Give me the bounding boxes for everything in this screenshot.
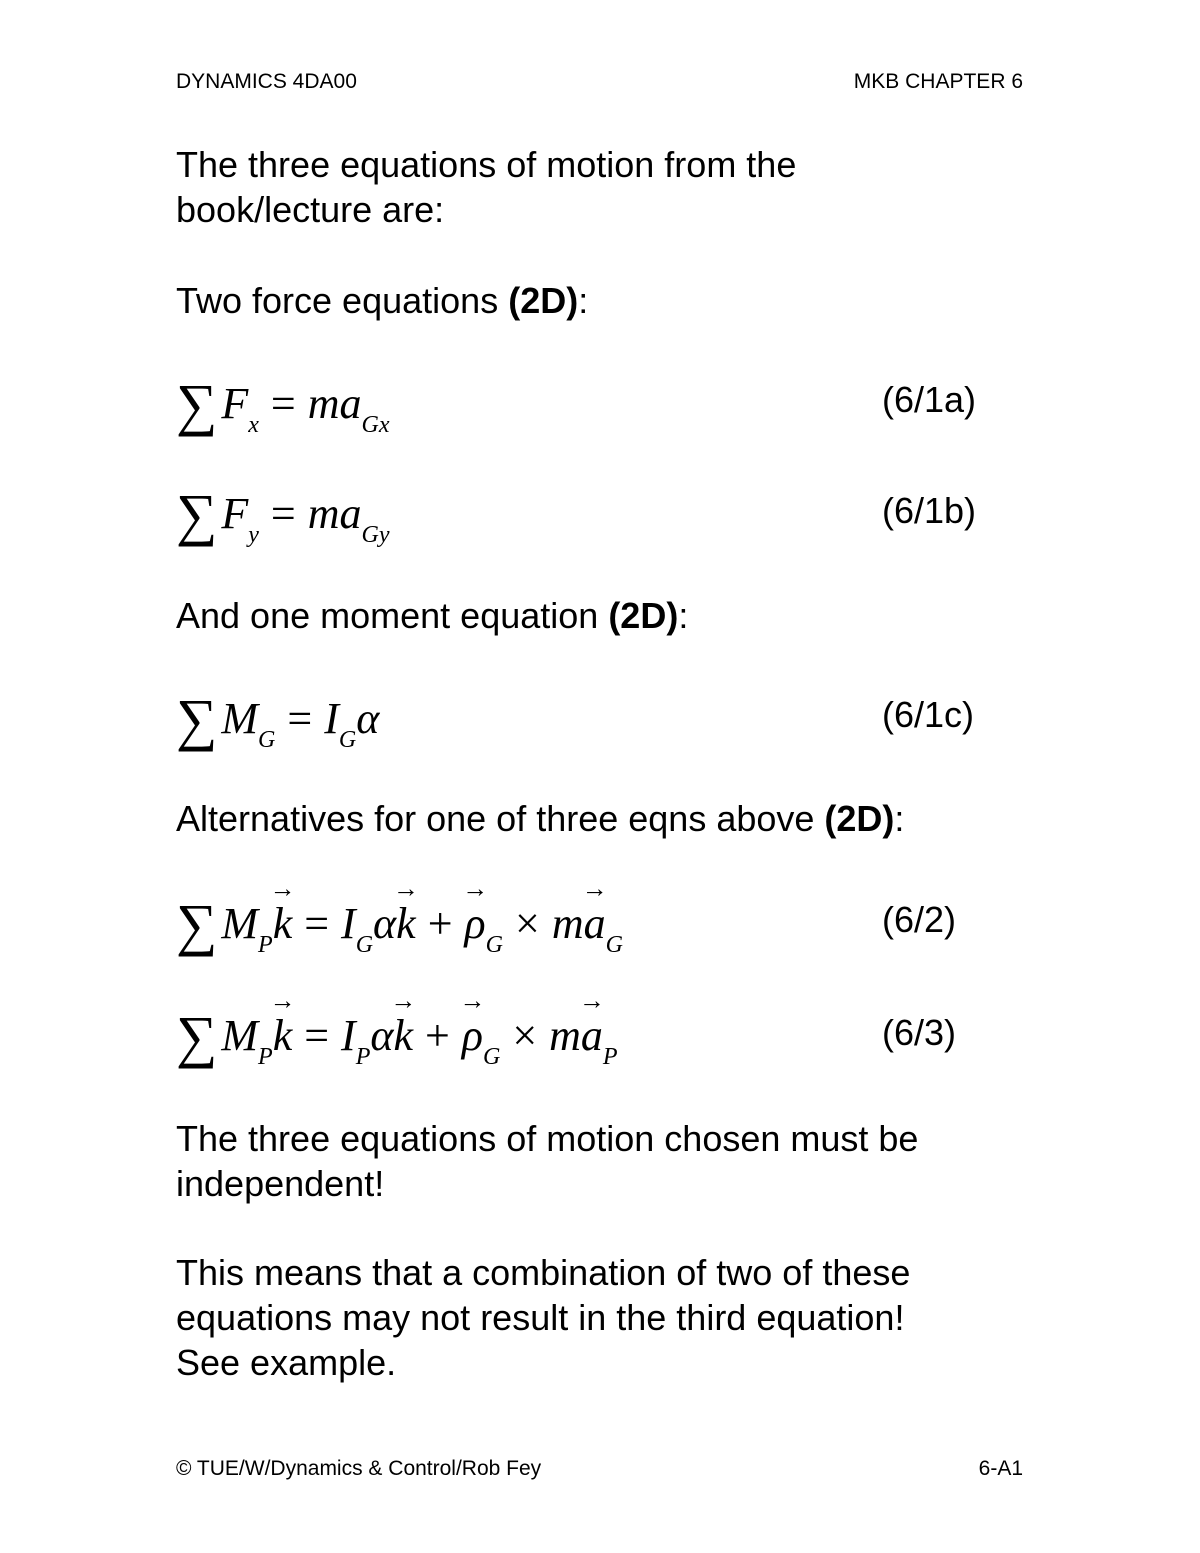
explanation-line-2: equations may not result in the third equation!: [176, 1297, 905, 1338]
independence-line-2: independent!: [176, 1163, 385, 1204]
force-heading-bold: (2D): [508, 280, 579, 321]
moment-heading: [176, 593, 688, 638]
equation-6-1c: $\sum M_G = I_G\alpha$: [176, 687, 380, 753]
explanation-paragraph: [176, 1250, 910, 1385]
explanation-line-1: This means that a combination of two of these: [176, 1252, 911, 1293]
equation-label-6-3: (6/3): [882, 1012, 957, 1053]
header-chapter: MKB CHAPTER 6: [853, 70, 1023, 93]
equation-6-3: $\sum M_P\to k = I_P\alpha\to k +\to \rho_G \times m\to a_P$: [176, 997, 618, 1064]
alternatives-heading-bold: (2D): [824, 798, 895, 839]
equation-6-1a: $\sum F_x = ma_{Gx}$: [176, 372, 390, 438]
equation-6-2: $\sum M_P\to k = I_G\alpha\to k +\to \rho_G \times m\to a_G$: [176, 885, 623, 952]
header-course: DYNAMICS 4DA00: [176, 70, 357, 93]
moment-heading-text: And one moment equation: [176, 595, 609, 636]
force-heading-text: Two force equations: [176, 280, 509, 321]
force-heading-suffix: :: [578, 280, 589, 321]
footer-page-number: 6-A1: [978, 1457, 1023, 1480]
intro-line-2: book/lecture are:: [176, 189, 445, 230]
force-heading: [176, 278, 588, 323]
moment-heading-suffix: :: [678, 595, 689, 636]
equation-label-6-1a: (6/1a): [882, 379, 977, 420]
equation-6-1b: $\sum F_y = ma_{Gy}$: [176, 482, 390, 548]
alternatives-heading-text: Alternatives for one of three eqns above: [176, 798, 825, 839]
independence-paragraph: [176, 1116, 918, 1206]
alternatives-heading-suffix: :: [894, 798, 905, 839]
footer-copyright: © TUE/W/Dynamics & Control/Rob Fey: [176, 1457, 542, 1480]
equation-label-6-2: (6/2): [882, 899, 957, 940]
equation-label-6-1b: (6/1b): [882, 490, 977, 531]
intro-line-1: The three equations of motion from the: [176, 144, 797, 185]
equation-label-6-1c: (6/1c): [882, 694, 975, 735]
moment-heading-bold: (2D): [608, 595, 679, 636]
independence-line-1: The three equations of motion chosen must be: [176, 1118, 919, 1159]
intro-paragraph: [176, 142, 796, 232]
alternatives-heading: [176, 796, 904, 841]
explanation-line-3: See example.: [176, 1342, 397, 1383]
